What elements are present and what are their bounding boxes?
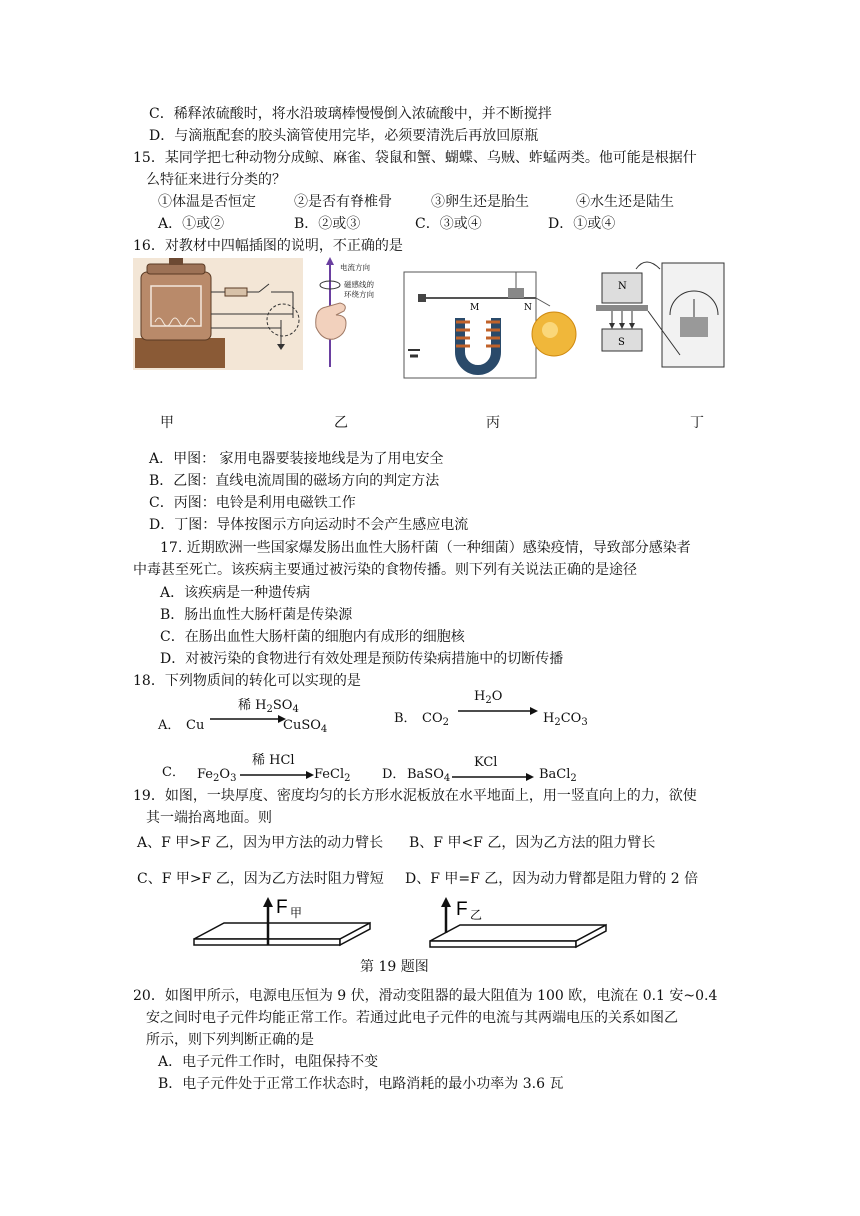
q18-c-product: FeCl$_2$ <box>314 767 351 784</box>
q19-figure-slabs <box>190 895 640 955</box>
q15-feature-1: ①体温是否恒定 <box>158 194 256 210</box>
q16-option-c: C．丙图：电铃是利用电磁铁工作 <box>149 495 356 511</box>
q18-a-condition: 稀 $H_2SO_4$ <box>238 698 299 715</box>
q18-a-arrow <box>210 714 286 724</box>
figure-bing-electric-bell <box>400 258 585 380</box>
q20-stem-line3: 所示，则下列判断正确的是 <box>146 1032 314 1048</box>
q17-option-b: B．肠出血性大肠杆菌是传染源 <box>160 607 353 623</box>
q18-b-reactant: $CO_2$ <box>422 711 449 728</box>
figure-yi-right-hand-rule <box>308 255 408 370</box>
label-current-direction: 电流方向 <box>340 263 370 272</box>
q19-option-d: D、F 甲=F 乙，因为动力臂都是阻力臂的 2 倍 <box>405 871 699 887</box>
q16-stem: 16．对教材中四幅插图的说明，不正确的是 <box>133 238 403 254</box>
q19-figure-caption: 第 19 题图 <box>360 959 429 975</box>
figure-jia-cooker <box>133 258 303 370</box>
figure-label-jia: 甲 <box>160 415 174 431</box>
f-yi-letter: F <box>456 899 468 920</box>
q20-option-b: B．电子元件处于正常工作状态时，电路消耗的最小功率为 3.6 瓦 <box>158 1076 564 1092</box>
q19-option-b: B、F 甲<F 乙，因为乙方法的阻力臂长 <box>409 835 656 851</box>
q18-b-label: B． <box>394 711 417 726</box>
q18-d-product: BaCl$_2$ <box>539 767 577 784</box>
figure-label-ding: 丁 <box>690 415 704 431</box>
figure-label-yi: 乙 <box>334 415 348 431</box>
q18-b-product: $H_2CO_3$ <box>543 711 588 728</box>
figure-label-bing: 丙 <box>486 415 500 431</box>
label-field-line-2: 环绕方向 <box>344 290 374 299</box>
q16-option-a: A．甲图： 家用电器要装接地线是为了用电安全 <box>149 451 444 467</box>
q19-stem-line2: 其一端抬离地面。则 <box>146 810 272 826</box>
q15-stem-line1: 15．某同学把七种动物分成鲸、麻雀、袋鼠和蟹、蝴蝶、乌贼、蚱蜢两类。他可能是根据什 <box>133 150 697 166</box>
q15-stem-line2: 么特征来进行分类的？ <box>146 172 286 188</box>
q18-c-condition: 稀 HCl <box>252 753 295 768</box>
label-magnet-s: S <box>618 337 625 348</box>
q16-option-b: B．乙图：直线电流周围的磁场方向的判定方法 <box>149 473 440 489</box>
q19-stem-line1: 19．如图，一块厚度、密度均匀的长方形水泥板放在水平地面上，用一竖直向上的力，欲使 <box>133 788 697 804</box>
q15-option-b: B．②或③ <box>294 216 361 232</box>
label-magnet-n: N <box>618 281 627 292</box>
q17-option-a: A．该疾病是一种遗传病 <box>160 585 311 601</box>
q15-option-c: C．③或④ <box>415 216 482 232</box>
q15-feature-3: ③卵生还是胎生 <box>431 194 529 210</box>
label-field-line-1: 磁感线的 <box>344 280 374 289</box>
q17-option-c: C．在肠出血性大肠杆菌的细胞内有成形的细胞核 <box>160 629 465 645</box>
label-m: M <box>470 303 480 313</box>
q16-option-d: D．丁图：导体按图示方向运动时不会产生感应电流 <box>149 517 469 533</box>
q18-a-product: CuSO$_4$ <box>283 718 328 735</box>
q20-stem-line1: 20．如图甲所示，电源电压恒为 9 伏，滑动变阻器的最大阻值为 100 欧，电流在 0.1 安~0.4 <box>133 988 718 1004</box>
q18-b-arrow <box>458 706 538 716</box>
q18-c-reactant: $Fe_2O_3$ <box>197 767 237 784</box>
q18-d-label: D． <box>382 767 406 782</box>
q14-option-c: C．稀释浓硫酸时，将水沿玻璃棒慢慢倒入浓硫酸中，并不断搅拌 <box>149 106 552 122</box>
label-n: N <box>524 303 532 313</box>
q15-option-a: A．①或② <box>158 216 225 232</box>
f-jia-letter: F <box>276 897 288 918</box>
q15-option-d: D．①或④ <box>548 216 616 232</box>
figure-ding-induction <box>596 255 728 375</box>
q18-d-reactant: BaSO$_4$ <box>407 767 451 784</box>
q18-c-arrow <box>240 770 314 780</box>
q19-option-a: A、F 甲>F 乙，因为甲方法的动力臂长 <box>137 835 384 851</box>
q17-option-d: D．对被污染的食物进行有效处理是预防传染病措施中的切断传播 <box>160 651 564 667</box>
q15-feature-2: ②是否有脊椎骨 <box>294 194 392 210</box>
q17-stem-line1: 17. 近期欧洲一些国家爆发肠出血性大肠杆菌（一种细菌）感染疫情，导致部分感染者 <box>160 540 691 556</box>
q15-feature-4: ④水生还是陆生 <box>576 194 674 210</box>
f-yi-subscript: 乙 <box>470 908 483 922</box>
q18-b-condition: $H_2O$ <box>474 689 503 706</box>
q18-a-label: A． <box>158 718 181 733</box>
q18-a-reactant: Cu <box>186 718 205 733</box>
q17-stem-line2: 中毒甚至死亡。该疾病主要通过被污染的食物传播。则下列有关说法正确的是途径 <box>133 562 637 578</box>
q18-c-label: C． <box>162 765 185 780</box>
q20-option-a: A．电子元件工作时，电阻保持不变 <box>158 1054 379 1070</box>
q19-option-c: C、F 甲>F 乙，因为乙方法时阻力臂短 <box>137 871 384 887</box>
f-jia-subscript: 甲 <box>290 906 303 920</box>
q14-option-d: D．与滴瓶配套的胶头滴管使用完毕，必须要清洗后再放回原瓶 <box>149 128 539 144</box>
q18-stem: 18．下列物质间的转化可以实现的是 <box>133 673 361 689</box>
q18-d-arrow <box>452 772 534 782</box>
q20-stem-line2: 安之间时电子元件均能正常工作。若通过此电子元件的电流与其两端电压的关系如图乙 <box>146 1010 678 1026</box>
q18-d-condition: KCl <box>474 755 498 770</box>
